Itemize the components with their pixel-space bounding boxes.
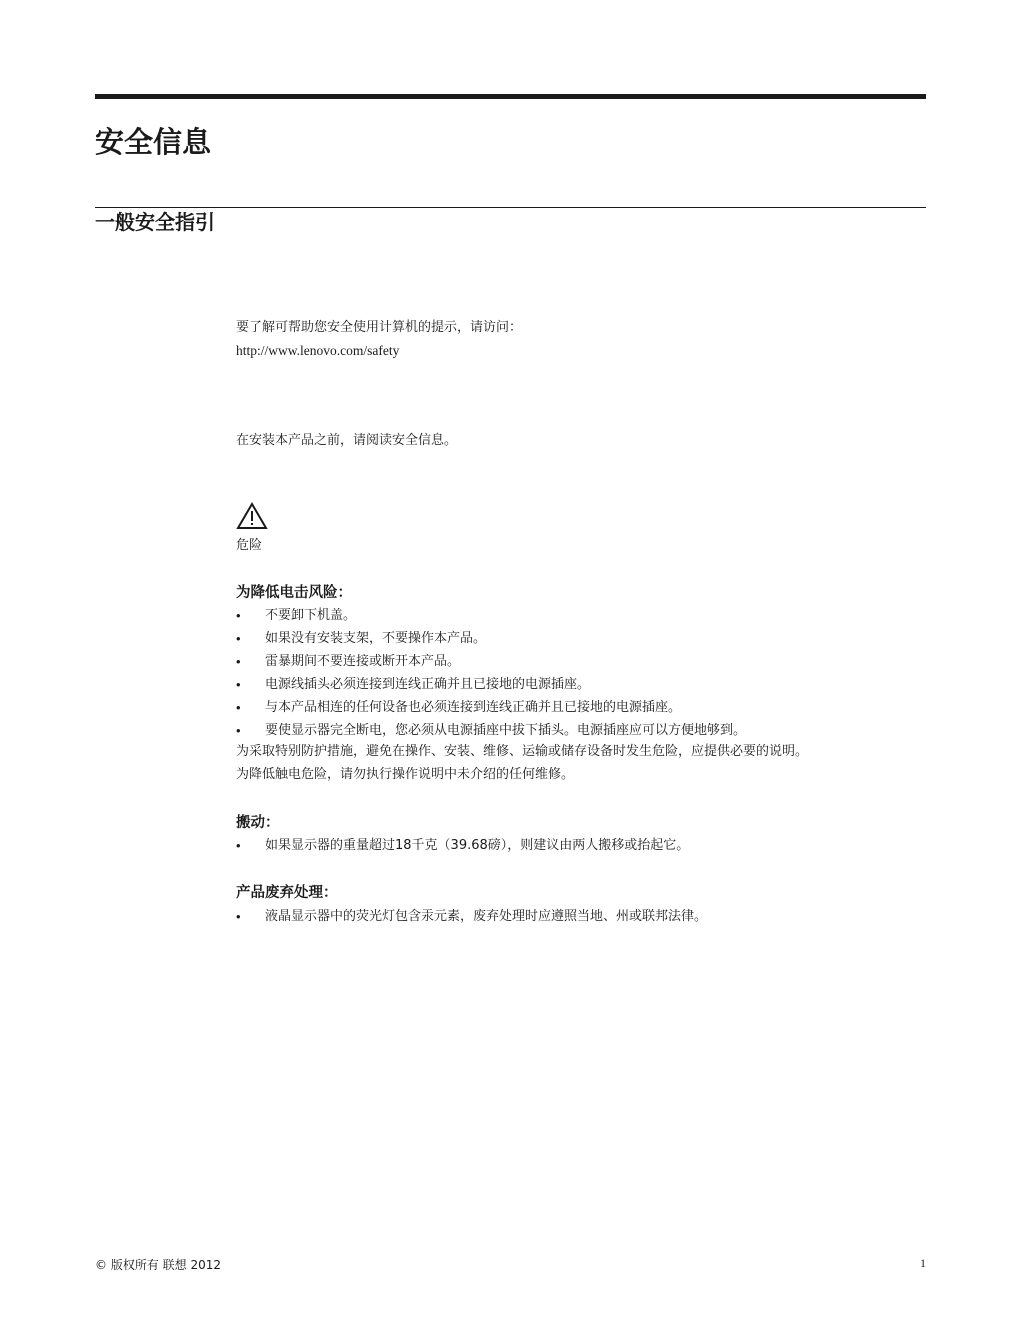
handling-heading: 搬动： — [236, 815, 280, 831]
intro-text: 要了解可帮助您安全使用计算机的提示，请访问： — [236, 320, 523, 335]
shock-list — [236, 604, 746, 742]
list-item: • 不要卸下机盖。 — [236, 608, 357, 623]
list-item: • 液晶显示器中的荧光灯包含汞元素，废弃处理时应遵照当地、州或联邦法律。 — [236, 909, 708, 924]
list-item: • 电源线插头必须连接到连线正确并且已接地的电源插座。 — [236, 677, 591, 692]
list-item: • 与本产品相连的任何设备也必须连接到连线正确并且已接地的电源插座。 — [236, 700, 682, 715]
shock-heading: 为降低电击风险： — [236, 585, 352, 601]
safety-url-link[interactable]: http://www.lenovo.com/safety — [236, 343, 400, 358]
top-rule — [95, 94, 926, 99]
danger-label: 危险 — [236, 538, 263, 553]
shock-note-2: 为降低触电危险，请勿执行操作说明中未介绍的任何维修。 — [236, 767, 575, 782]
disposal-heading: 产品废弃处理： — [236, 885, 338, 901]
shock-note-1: 为采取特别防护措施，避免在操作、安装、维修、运输或储存设备时发生危险，应提供必要的说明。 — [236, 744, 809, 759]
footer-copyright: © 版权所有 联想 2012 — [95, 1258, 221, 1272]
list-item: • 如果没有安装支架，不要操作本产品。 — [236, 631, 487, 646]
section-title: 一般安全指引 — [95, 210, 215, 234]
list-item: • 如果显示器的重量超过18千克（39.68磅），则建议由两人搬移或抬起它。 — [236, 838, 690, 853]
page-number: 1 — [920, 1256, 926, 1270]
list-item: • 要使显示器完全断电，您必须从电源插座中拔下插头。电源插座应可以方便地够到。 — [236, 723, 747, 738]
disposal-list — [236, 905, 707, 928]
handling-list — [236, 834, 689, 857]
warning-triangle-icon — [236, 502, 268, 530]
list-item: • 雷暴期间不要连接或断开本产品。 — [236, 654, 461, 669]
before-install-text: 在安装本产品之前，请阅读安全信息。 — [236, 433, 458, 448]
page-title: 安全信息 — [95, 125, 212, 159]
section-rule — [95, 207, 926, 208]
